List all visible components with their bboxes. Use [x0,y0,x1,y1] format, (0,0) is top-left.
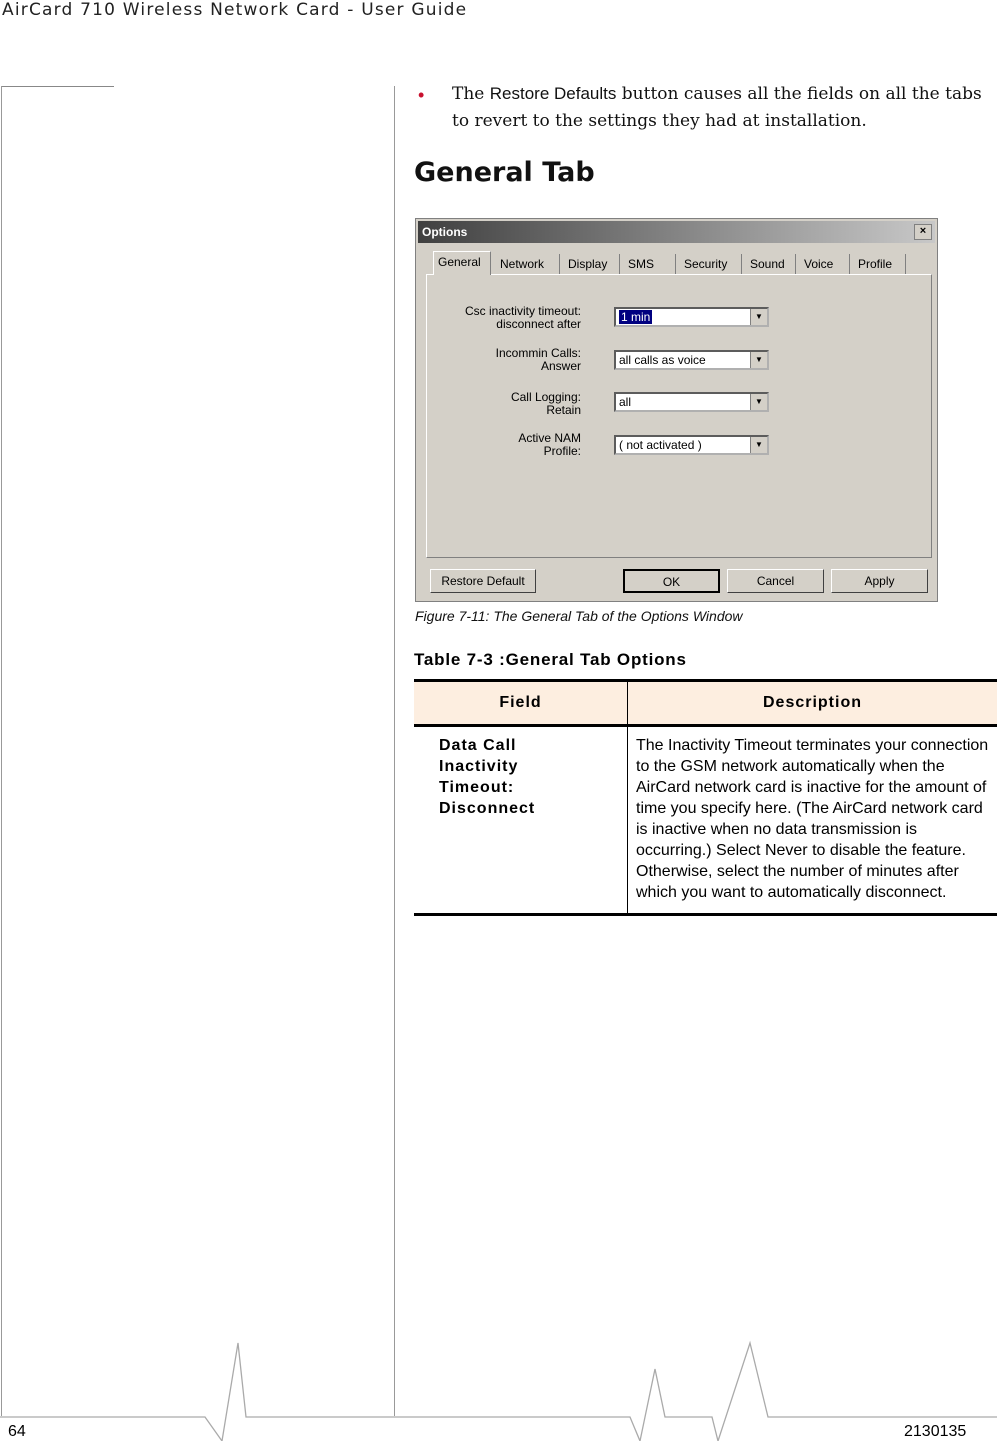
combo-value: all [619,395,632,409]
chevron-down-icon[interactable]: ▼ [750,309,767,325]
restore-default-button[interactable]: Restore Default [430,569,536,593]
tab-profile[interactable]: Profile [854,254,906,274]
apply-button[interactable]: Apply [831,569,928,593]
column-divider-rule [394,86,395,1416]
description-cell: The Inactivity Timeout terminates your connection to the GSM network automatically when the AirCard network card is inactive for the amount of time you specify here. (The AirCard network card is inactive when no data transmission is occurring.) Select Never to disable the feature. Otherwise, select the number of minutes after which you want to automatically disconnect. [628,726,997,915]
cancel-button[interactable]: Cancel [727,569,824,593]
csc-timeout-combo[interactable] [614,307,769,327]
field-label-incoming-calls: Incommin Calls: Answer [495,346,581,373]
top-left-rule [2,86,114,87]
incoming-calls-combo[interactable] [614,350,769,370]
active-nam-combo[interactable] [614,435,769,455]
options-dialog [415,218,938,602]
chevron-down-icon[interactable]: ▼ [750,352,767,368]
dialog-titlebar [418,221,935,243]
field-header: Field [414,681,628,726]
tab-general[interactable]: General [433,251,491,275]
field-cell: Data Call Inactivity Timeout: Disconnect [414,726,628,915]
tab-display[interactable]: Display [564,254,620,274]
combo-value: 1 min [621,310,651,324]
field-label-call-logging: Call Logging: Retain [510,390,581,417]
left-margin-rule [1,86,2,1416]
table-title: Table 7-3 :General Tab Options [414,650,687,669]
table-header-row [414,681,997,726]
tab-sound[interactable]: Sound [746,254,796,274]
dialog-title: Options [422,225,468,239]
tab-panel [426,274,932,558]
document-number: 2130135 [904,1423,967,1440]
combo-value: ( not activated ) [619,438,702,452]
call-logging-combo[interactable] [614,392,769,412]
tab-network[interactable]: Network [496,254,560,274]
field-label-active-nam: Active NAM Profile: [518,431,581,458]
footer-signal-graphic [0,1335,997,1441]
close-icon[interactable]: × [914,224,932,240]
restore-defaults-term: Restore Defaults [489,84,617,103]
bullet-icon: • [418,85,425,105]
description-header: Description [628,681,997,726]
running-header: AirCard 710 Wireless Network Card - User Guide [2,0,468,20]
section-title: General Tab [414,157,595,188]
tab-security[interactable]: Security [680,254,742,274]
tab-sms[interactable]: SMS [624,254,676,274]
options-table [414,679,997,916]
field-label-csc-timeout: Csc inactivity timeout: disconnect after [464,304,581,331]
combo-value: all calls as voice [619,353,706,367]
chevron-down-icon[interactable]: ▼ [750,437,767,453]
page-number: 64 [8,1423,26,1440]
figure-caption: Figure 7-11: The General Tab of the Options Window [415,608,743,624]
tab-voice[interactable]: Voice [800,254,850,274]
chevron-down-icon[interactable]: ▼ [750,394,767,410]
ok-button[interactable]: OK [623,569,720,593]
table-row [414,726,997,915]
bullet-text: The Restore Defaults button causes all the fields on all the tabs to revert to the settings they had at installation. [452,84,982,131]
